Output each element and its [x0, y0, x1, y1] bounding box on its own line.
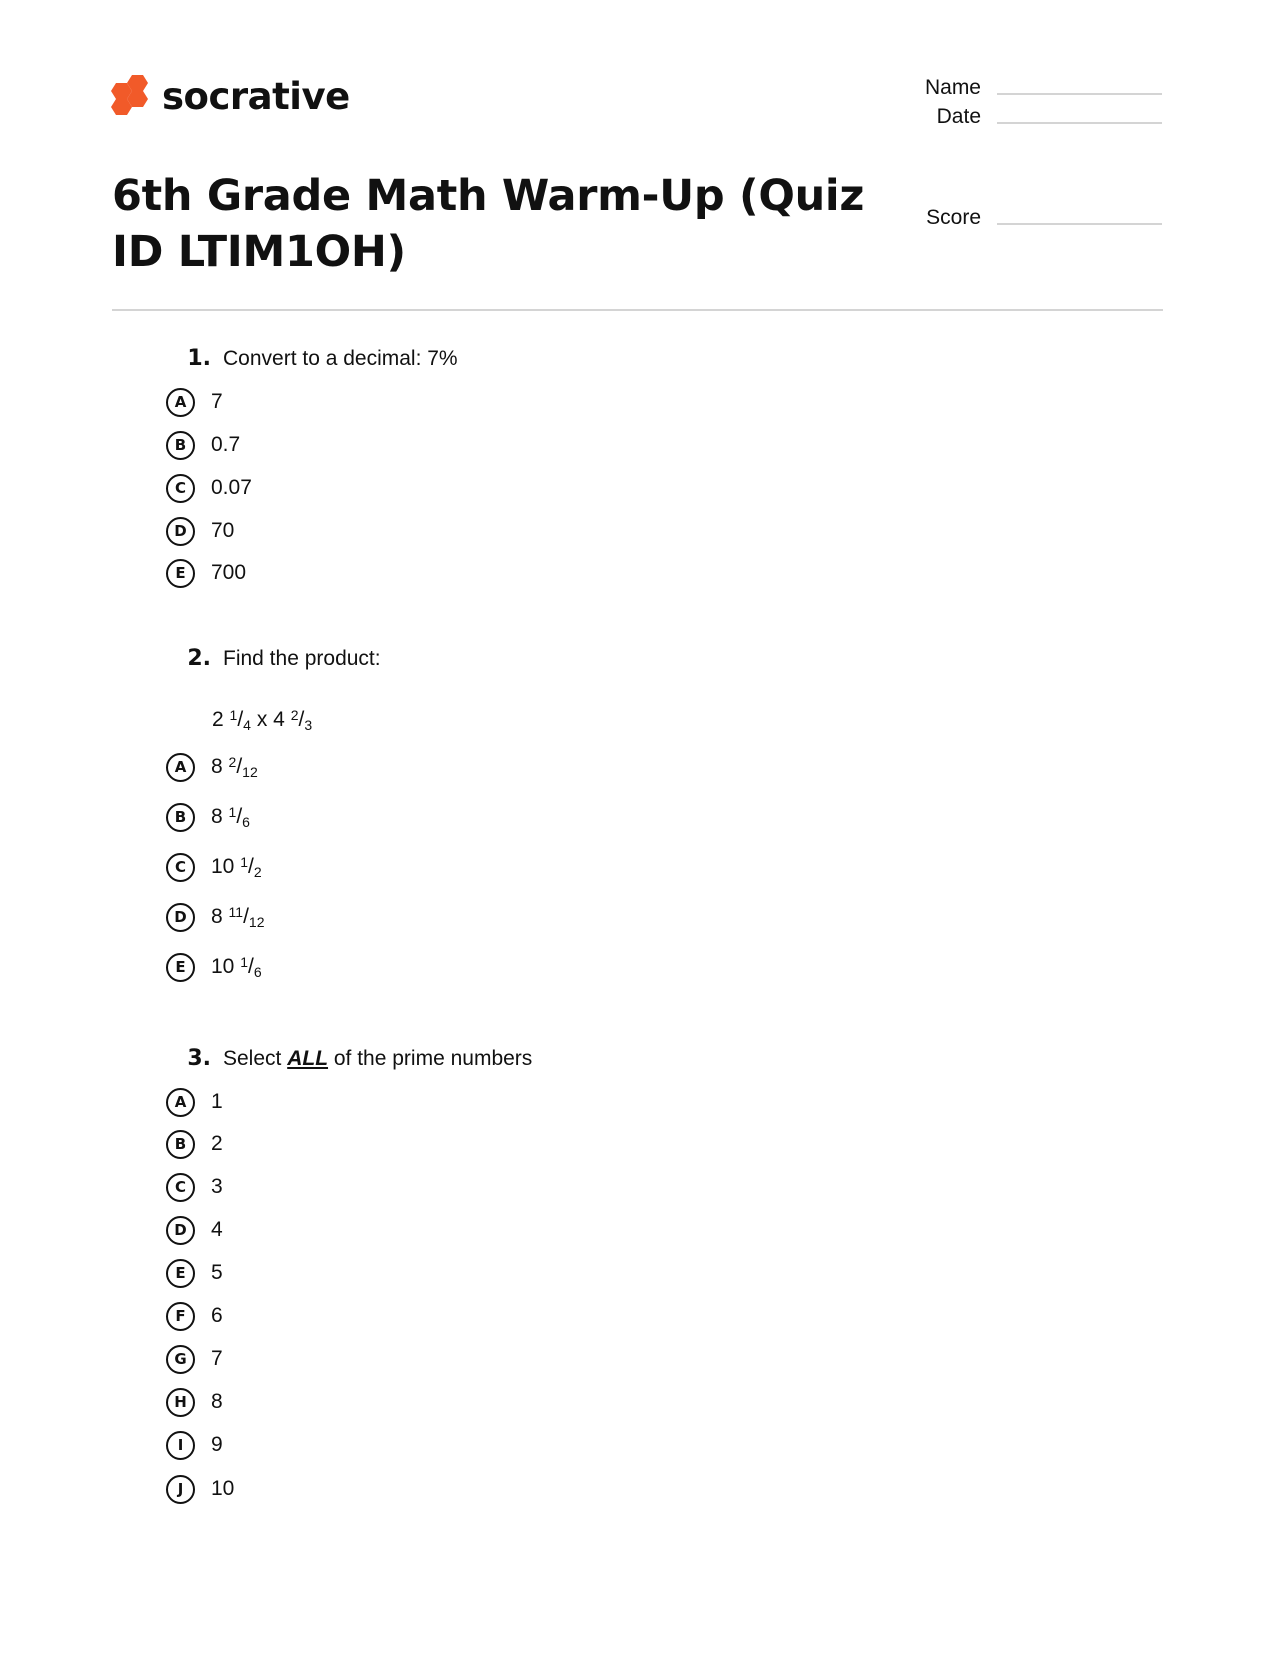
q1-option-a[interactable] [166, 385, 223, 419]
answer-bubble[interactable]: A [166, 388, 195, 417]
answer-bubble[interactable]: C [166, 853, 195, 882]
question-2 [165, 646, 381, 671]
score-label: Score [926, 206, 981, 229]
q3-option-c[interactable] [166, 1170, 223, 1204]
answer-bubble[interactable]: F [166, 1302, 195, 1331]
option-text: 8 $^2/_{12}$ [211, 754, 258, 780]
option-text: 5 [211, 1261, 223, 1284]
q1-option-b[interactable] [166, 428, 240, 462]
option-text: 2 [211, 1132, 223, 1155]
answer-bubble[interactable]: H [166, 1388, 195, 1417]
q1-option-c[interactable] [166, 471, 252, 505]
answer-bubble[interactable]: E [166, 559, 195, 588]
option-text: 1 [211, 1090, 223, 1113]
name-line[interactable] [997, 93, 1162, 95]
answer-bubble[interactable]: E [166, 953, 195, 982]
answer-bubble[interactable]: A [166, 753, 195, 782]
option-text: 10 [211, 1477, 235, 1500]
option-text: 8 $^1/_6$ [211, 804, 250, 830]
option-text: 3 [211, 1175, 223, 1198]
q3-option-d[interactable] [166, 1213, 223, 1247]
answer-bubble[interactable]: B [166, 803, 195, 832]
question-number: 3. [187, 1046, 211, 1071]
answer-bubble[interactable]: B [166, 431, 195, 460]
question-1 [165, 346, 458, 371]
question-text: Select ALL of the prime numbers [223, 1047, 533, 1070]
answer-bubble[interactable]: D [166, 903, 195, 932]
q1-option-d[interactable] [166, 514, 234, 548]
question-number: 1. [187, 346, 211, 371]
option-text: 7 [211, 390, 223, 413]
q3-option-e[interactable] [166, 1256, 223, 1290]
brand-name: socrative [162, 75, 350, 118]
question-text: Find the product: [223, 647, 381, 670]
answer-bubble[interactable]: A [166, 1088, 195, 1117]
option-text: 4 [211, 1218, 223, 1241]
socrative-logo [110, 72, 350, 122]
option-text: 8 [211, 1390, 223, 1413]
question-text: Convert to a decimal: 7% [223, 347, 458, 370]
option-text: 0.07 [211, 476, 252, 499]
option-text: 8 $^{11}/_{12}$ [211, 904, 265, 930]
option-text: 6 [211, 1304, 223, 1327]
option-text: 0.7 [211, 433, 241, 456]
page-title: 6th Grade Math Warm-Up (Quiz ID LTIM1OH) [112, 171, 865, 277]
q2-option-c[interactable] [166, 850, 262, 884]
option-text: 10 $^1/_6$ [211, 954, 262, 980]
name-label: Name [924, 76, 981, 99]
option-text: 700 [211, 561, 247, 584]
q3-option-h[interactable] [166, 1385, 223, 1419]
score-line[interactable] [997, 223, 1162, 225]
score-field[interactable] [861, 206, 1162, 230]
emphasis-all: ALL [287, 1047, 329, 1070]
date-label: Date [936, 105, 981, 128]
date-field[interactable] [861, 105, 1162, 129]
q3-option-g[interactable] [166, 1342, 223, 1376]
answer-bubble[interactable]: I [166, 1431, 195, 1460]
answer-bubble[interactable]: B [166, 1130, 195, 1159]
answer-bubble[interactable]: J [166, 1475, 195, 1504]
answer-bubble[interactable]: D [166, 517, 195, 546]
question-number: 2. [187, 646, 211, 671]
answer-bubble[interactable]: E [166, 1259, 195, 1288]
question-3 [165, 1046, 532, 1071]
hexagon-cluster-icon [110, 72, 152, 122]
option-text: 10 $^1/_2$ [211, 854, 262, 880]
q3-option-f[interactable] [166, 1299, 223, 1333]
q3-option-j[interactable] [166, 1472, 234, 1506]
math-expression: 2 $^1/_4$ x 4 $^2/_3$ [212, 707, 313, 733]
answer-bubble[interactable]: C [166, 1173, 195, 1202]
option-text: 7 [211, 1347, 223, 1370]
q3-option-a[interactable] [166, 1085, 223, 1119]
answer-bubble[interactable]: D [166, 1216, 195, 1245]
answer-bubble[interactable]: G [166, 1345, 195, 1374]
option-text: 70 [211, 519, 235, 542]
answer-bubble[interactable]: C [166, 474, 195, 503]
header-divider [112, 309, 1163, 311]
option-text: 9 [211, 1433, 223, 1456]
q3-option-b[interactable] [166, 1127, 223, 1161]
q2-option-a[interactable] [166, 750, 258, 784]
q2-option-d[interactable] [166, 900, 265, 934]
name-field[interactable] [861, 76, 1162, 100]
q2-option-b[interactable] [166, 800, 250, 834]
q1-option-e[interactable] [166, 556, 246, 590]
date-line[interactable] [997, 122, 1162, 124]
q2-option-e[interactable] [166, 950, 262, 984]
q3-option-i[interactable] [166, 1428, 223, 1462]
